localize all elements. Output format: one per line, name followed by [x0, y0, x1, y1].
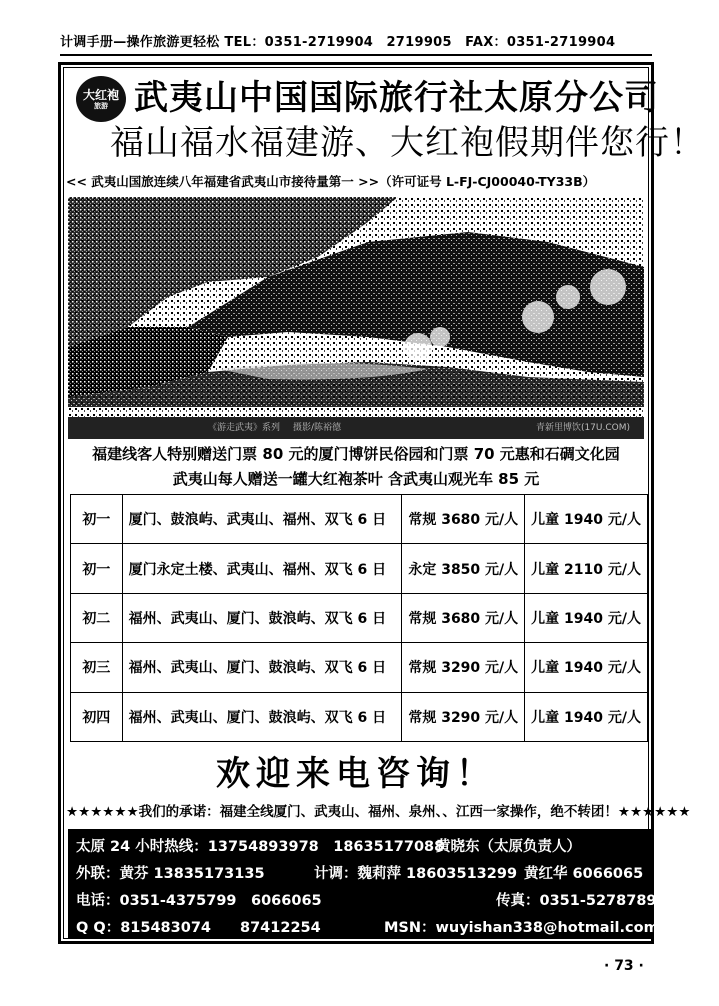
- photo-watermark: 青新里博饮(17U.COM): [535, 423, 630, 433]
- service-promise: ★★★★★★我们的承诺：福建全线厦门、武夷山、福州、泉州、、江西一家操作，绝不转团！★★★★★★: [66, 804, 691, 820]
- adult-price: 常规 3290 元/人: [402, 643, 525, 692]
- route-description: 厦门永定土楼、武夷山、福州、双飞 6 日: [122, 544, 402, 593]
- contact-info-panel: [68, 829, 659, 939]
- msn-text: MSN：wuyishan338@hotmail.com: [384, 920, 659, 936]
- welcome-call-banner: 欢迎来电咨询！: [216, 754, 496, 794]
- slogan: 福山福水福建游、大红袍假期伴您行！: [110, 123, 705, 163]
- wuyishan-landscape-photo: [68, 197, 644, 439]
- landscape-image: [68, 197, 644, 439]
- route-description: 福州、武夷山、厦门、鼓浪屿、双飞 6 日: [122, 593, 402, 642]
- departure-date: 初三: [71, 643, 123, 692]
- planner2-text: 黄红华 6066065: [524, 866, 644, 882]
- promo-line-2: 武夷山每人赠送一罐大红袍茶叶 含武夷山观光车 85 元: [172, 470, 540, 488]
- adult-price: 永定 3850 元/人: [402, 544, 525, 593]
- route-price-table: [70, 494, 648, 742]
- page-number: · 73 ·: [604, 958, 644, 974]
- adult-price: 常规 3680 元/人: [402, 495, 525, 544]
- child-price: 儿童 2110 元/人: [525, 544, 648, 593]
- table-row: [71, 643, 648, 692]
- departure-date: 初二: [71, 593, 123, 642]
- phone-text: 电话：0351-4375799 6066065: [76, 893, 322, 909]
- adult-price: 常规 3680 元/人: [402, 593, 525, 642]
- table-row: [71, 593, 648, 642]
- liaison-text: 外联：黄芬 13835173135: [76, 866, 265, 882]
- qq-text: Q Q：815483074 87412254: [76, 920, 321, 936]
- planner-text: 计调：魏莉萍 18603513299: [314, 866, 518, 882]
- photographer-caption: 摄影/陈裕德: [293, 423, 342, 433]
- fax-text: 传真：0351-5278789: [496, 893, 657, 909]
- photo-series-caption: 《游走武夷》系列: [208, 423, 281, 433]
- route-description: 厦门、鼓浪屿、武夷山、福州、双飞 6 日: [122, 495, 402, 544]
- child-price: 儿童 1940 元/人: [525, 495, 648, 544]
- table-row: [71, 495, 648, 544]
- table-row: [71, 692, 648, 741]
- company-name: 武夷山中国国际旅行社太原分公司: [134, 78, 659, 118]
- departure-date: 初一: [71, 544, 123, 593]
- departure-date: 初四: [71, 692, 123, 741]
- child-price: 儿童 1940 元/人: [525, 643, 648, 692]
- route-description: 福州、武夷山、厦门、鼓浪屿、双飞 6 日: [122, 692, 402, 741]
- dahongpao-logo: [76, 76, 126, 122]
- header-contact-line: 计调手册—操作旅游更轻松 TEL：0351-2719904 2719905 FAX：0351-2719904: [60, 32, 652, 56]
- table-row: [71, 544, 648, 593]
- departure-date: 初一: [71, 495, 123, 544]
- child-price: 儿童 1940 元/人: [525, 593, 648, 642]
- logo-sub-text: 旅游: [94, 102, 108, 110]
- promo-line-1: 福建线客人特别赠送门票 80 元的厦门博饼民俗园和门票 70 元惠和石碉文化园: [92, 445, 620, 463]
- manager-text: 黄晓东（太原负责人）: [436, 839, 581, 855]
- route-description: 福州、武夷山、厦门、鼓浪屿、双飞 6 日: [122, 643, 402, 692]
- reception-record-line: << 武夷山国旅连续八年福建省武夷山市接待量第一 >>（许可证号 L-FJ-CJ00040-TY33B）: [66, 174, 596, 189]
- adult-price: 常规 3290 元/人: [402, 692, 525, 741]
- hotline-text: 太原 24 小时热线：13754893978 18635177088: [76, 839, 445, 855]
- child-price: 儿童 1940 元/人: [525, 692, 648, 741]
- logo-main-text: 大红袍: [82, 88, 119, 102]
- photo-caption-bar: [68, 417, 644, 439]
